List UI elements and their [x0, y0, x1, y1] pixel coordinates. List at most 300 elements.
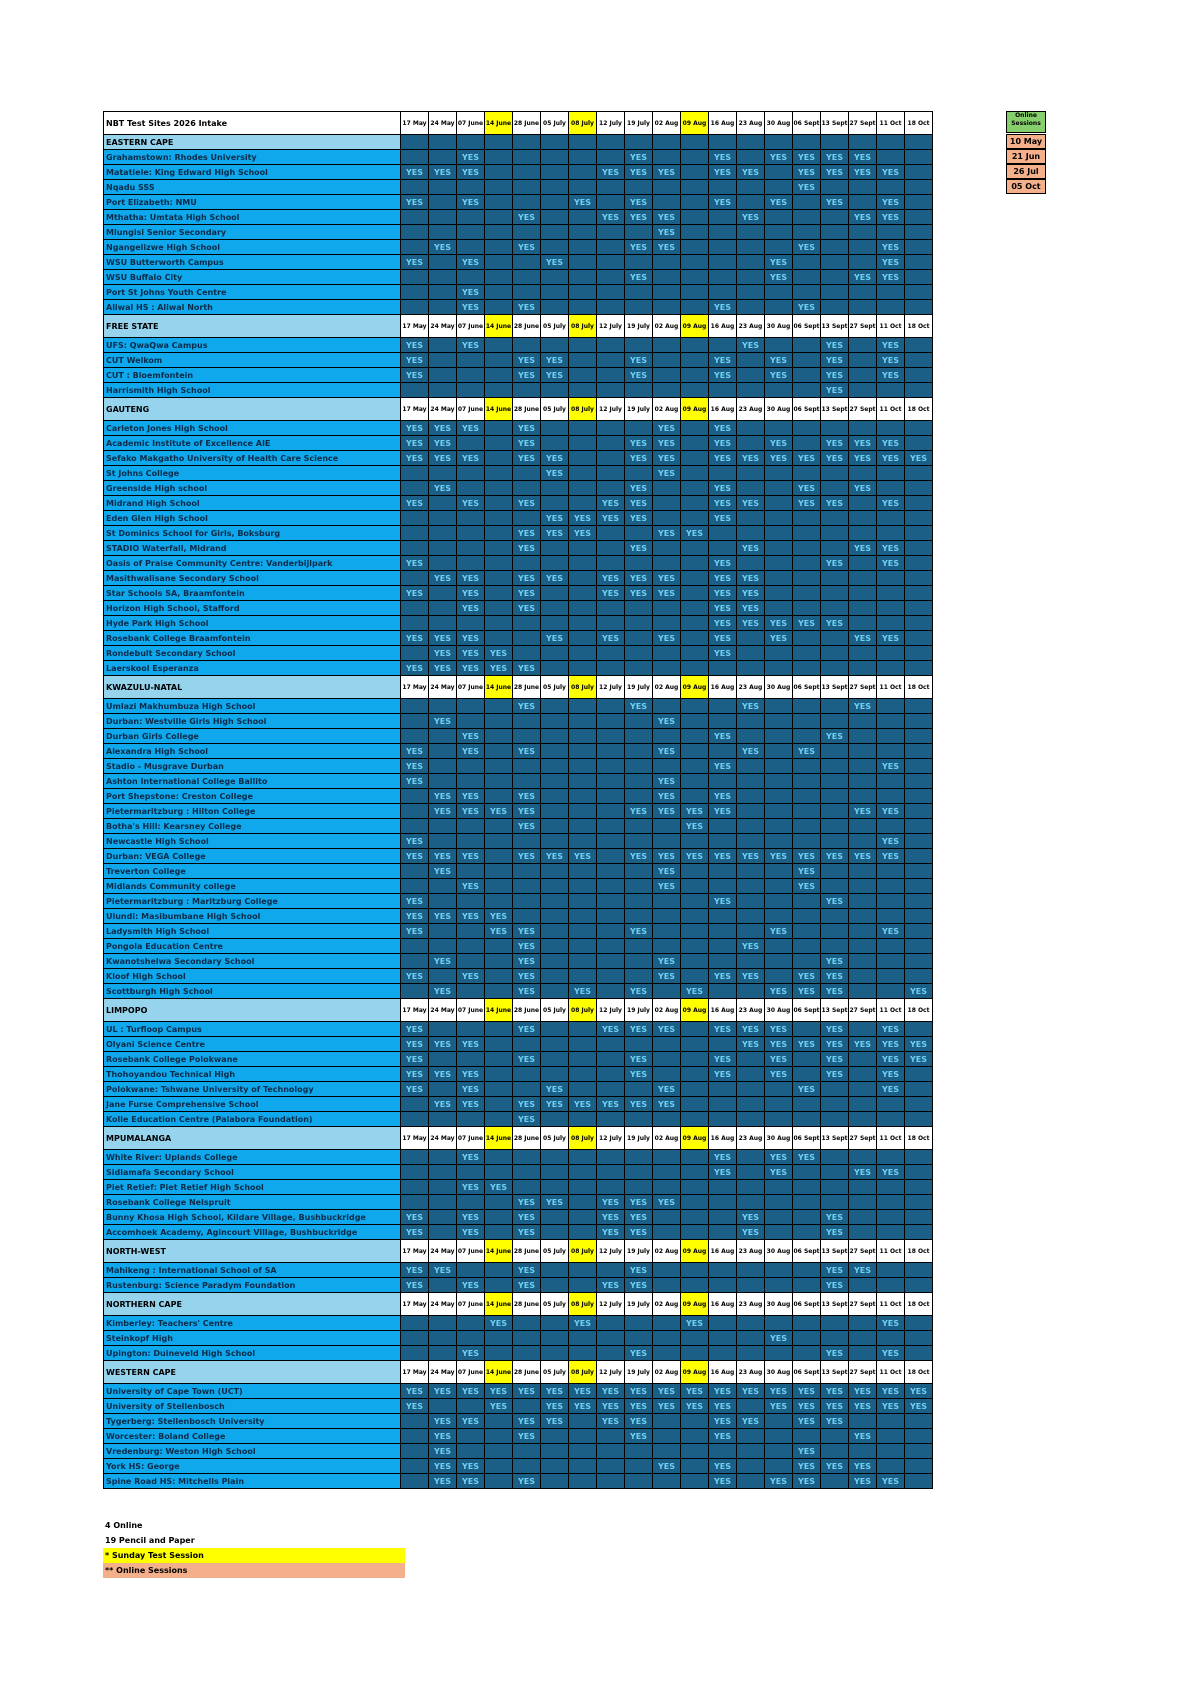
session-cell — [877, 699, 905, 714]
session-cell — [429, 1278, 457, 1293]
session-cell: YES — [569, 526, 597, 541]
site-row — [104, 353, 933, 368]
session-cell — [793, 1022, 821, 1037]
session-cell — [485, 714, 513, 729]
session-cell: YES — [849, 481, 877, 496]
session-cell: YES — [597, 496, 625, 511]
date-header: 06 Sept — [793, 315, 821, 338]
session-cell: YES — [765, 1384, 793, 1399]
session-cell: YES — [877, 1399, 905, 1414]
session-cell: YES — [681, 1384, 709, 1399]
session-cell — [905, 421, 933, 436]
session-cell — [905, 1331, 933, 1346]
session-cell — [429, 1165, 457, 1180]
session-cell — [485, 601, 513, 616]
session-cell: YES — [653, 225, 681, 240]
session-cell: YES — [653, 586, 681, 601]
session-cell — [485, 1474, 513, 1489]
session-cell — [737, 631, 765, 646]
session-cell — [597, 300, 625, 315]
region-name: KWAZULU-NATAL — [104, 676, 401, 699]
session-cell: YES — [429, 481, 457, 496]
session-cell — [597, 180, 625, 195]
session-cell — [541, 1474, 569, 1489]
session-cell: YES — [429, 864, 457, 879]
session-cell — [597, 924, 625, 939]
session-cell — [681, 383, 709, 398]
session-cell: YES — [709, 849, 737, 864]
session-cell: YES — [653, 526, 681, 541]
session-cell — [821, 631, 849, 646]
site-name: Mthatha: Umtata High School — [104, 210, 401, 225]
session-cell — [485, 556, 513, 571]
session-cell — [849, 1414, 877, 1429]
session-cell — [597, 338, 625, 353]
session-cell — [485, 744, 513, 759]
session-cell — [737, 804, 765, 819]
session-cell — [513, 1459, 541, 1474]
session-cell — [681, 225, 709, 240]
session-cell — [569, 150, 597, 165]
session-cell — [429, 511, 457, 526]
session-cell — [401, 270, 429, 285]
session-cell — [457, 1331, 485, 1346]
session-cell: YES — [737, 451, 765, 466]
session-cell: YES — [793, 1444, 821, 1459]
session-cell — [597, 1263, 625, 1278]
date-header: 09 Aug — [681, 1127, 709, 1150]
session-cell: YES — [569, 1097, 597, 1112]
session-cell — [849, 571, 877, 586]
site-name: Rondebult Secondary School — [104, 646, 401, 661]
session-cell — [457, 180, 485, 195]
session-cell — [653, 819, 681, 834]
session-cell: YES — [709, 646, 737, 661]
session-cell — [569, 481, 597, 496]
session-cell — [765, 894, 793, 909]
session-cell: YES — [625, 1346, 653, 1361]
session-cell — [513, 1037, 541, 1052]
session-cell: YES — [457, 1097, 485, 1112]
session-cell — [905, 601, 933, 616]
session-cell — [597, 1459, 625, 1474]
session-cell — [653, 601, 681, 616]
session-cell — [569, 1195, 597, 1210]
session-cell — [793, 541, 821, 556]
session-cell: YES — [401, 774, 429, 789]
session-cell: YES — [653, 1459, 681, 1474]
site-name: Horizon High School, Stafford — [104, 601, 401, 616]
session-cell — [485, 616, 513, 631]
session-cell — [513, 556, 541, 571]
session-cell — [541, 300, 569, 315]
session-cell — [821, 586, 849, 601]
session-cell: YES — [653, 714, 681, 729]
session-cell — [849, 1022, 877, 1037]
session-cell — [793, 1429, 821, 1444]
session-cell — [429, 729, 457, 744]
session-cell: YES — [765, 1165, 793, 1180]
session-cell — [737, 135, 765, 150]
session-cell: YES — [653, 1399, 681, 1414]
date-header: 19 July — [625, 1361, 653, 1384]
session-cell — [737, 150, 765, 165]
session-cell — [569, 894, 597, 909]
session-cell — [765, 383, 793, 398]
session-cell: YES — [681, 819, 709, 834]
session-cell — [709, 939, 737, 954]
session-cell: YES — [737, 939, 765, 954]
session-cell — [681, 135, 709, 150]
session-cell: YES — [597, 1225, 625, 1240]
date-header: 18 Oct — [905, 676, 933, 699]
session-cell: YES — [401, 195, 429, 210]
date-header: 18 Oct — [905, 112, 933, 135]
session-cell — [625, 1112, 653, 1127]
session-cell: YES — [905, 1384, 933, 1399]
session-cell — [709, 984, 737, 999]
region-header-row — [104, 999, 933, 1022]
region-name: EASTERN CAPE — [104, 135, 401, 150]
session-cell — [849, 255, 877, 270]
site-row — [104, 165, 933, 180]
session-cell — [737, 1195, 765, 1210]
session-cell — [681, 338, 709, 353]
session-cell — [765, 496, 793, 511]
session-cell — [793, 646, 821, 661]
session-cell — [513, 165, 541, 180]
session-cell: YES — [569, 984, 597, 999]
session-cell — [765, 646, 793, 661]
session-cell: YES — [905, 1037, 933, 1052]
session-cell: YES — [877, 1082, 905, 1097]
site-name: Durban: Westville Girls High School — [104, 714, 401, 729]
session-cell — [821, 511, 849, 526]
session-cell — [737, 1278, 765, 1293]
site-row — [104, 1444, 933, 1459]
session-cell — [849, 285, 877, 300]
session-cell — [849, 1444, 877, 1459]
session-cell — [597, 1150, 625, 1165]
session-cell — [709, 1195, 737, 1210]
session-cell — [569, 1331, 597, 1346]
session-cell: YES — [597, 1384, 625, 1399]
session-cell — [681, 285, 709, 300]
session-cell — [401, 1180, 429, 1195]
session-cell — [821, 240, 849, 255]
session-cell — [653, 541, 681, 556]
session-cell — [681, 1414, 709, 1429]
session-cell — [401, 601, 429, 616]
session-cell — [709, 661, 737, 676]
session-cell — [737, 180, 765, 195]
session-cell — [681, 270, 709, 285]
session-cell: YES — [709, 368, 737, 383]
session-cell: YES — [513, 1474, 541, 1489]
site-row — [104, 368, 933, 383]
session-cell: YES — [653, 631, 681, 646]
session-cell: YES — [457, 1474, 485, 1489]
session-cell: YES — [821, 368, 849, 383]
session-cell: YES — [513, 1384, 541, 1399]
session-cell — [765, 969, 793, 984]
session-cell — [625, 180, 653, 195]
date-header: 24 May — [429, 676, 457, 699]
session-cell — [905, 481, 933, 496]
site-row — [104, 526, 933, 541]
session-cell — [821, 180, 849, 195]
date-header: 13 Sept — [821, 315, 849, 338]
session-cell — [821, 1429, 849, 1444]
session-cell — [597, 556, 625, 571]
session-cell — [541, 819, 569, 834]
site-name: Jane Furse Comprehensive School — [104, 1097, 401, 1112]
site-name: Piet Retief: Piet Retief High School — [104, 1180, 401, 1195]
date-header: 30 Aug — [765, 315, 793, 338]
site-name: University of Cape Town (UCT) — [104, 1384, 401, 1399]
session-cell: YES — [401, 661, 429, 676]
date-header: 02 Aug — [653, 112, 681, 135]
session-cell — [821, 466, 849, 481]
session-cell — [485, 1414, 513, 1429]
session-cell: YES — [457, 451, 485, 466]
session-cell — [765, 586, 793, 601]
session-cell — [457, 924, 485, 939]
session-cell: YES — [737, 699, 765, 714]
session-cell: YES — [401, 759, 429, 774]
session-cell — [709, 541, 737, 556]
session-cell — [905, 1112, 933, 1127]
session-cell — [401, 789, 429, 804]
session-cell — [793, 270, 821, 285]
session-cell: YES — [429, 451, 457, 466]
session-cell — [821, 481, 849, 496]
date-header: 02 Aug — [653, 1127, 681, 1150]
date-header: 24 May — [429, 398, 457, 421]
date-header: 17 May — [401, 1293, 429, 1316]
session-cell: YES — [737, 541, 765, 556]
session-cell — [849, 744, 877, 759]
site-row — [104, 421, 933, 436]
session-cell: YES — [877, 1316, 905, 1331]
session-cell — [709, 270, 737, 285]
session-cell — [541, 165, 569, 180]
session-cell — [597, 436, 625, 451]
site-name: Midrand High School — [104, 496, 401, 511]
session-cell — [905, 383, 933, 398]
session-cell — [401, 864, 429, 879]
session-cell: YES — [625, 1414, 653, 1429]
session-cell: YES — [849, 1459, 877, 1474]
session-cell — [681, 631, 709, 646]
session-cell — [905, 1180, 933, 1195]
session-cell — [849, 1210, 877, 1225]
session-cell: YES — [877, 1474, 905, 1489]
session-cell — [513, 879, 541, 894]
session-cell — [429, 759, 457, 774]
session-cell — [541, 1278, 569, 1293]
session-cell: YES — [429, 646, 457, 661]
session-cell — [569, 954, 597, 969]
session-cell — [653, 368, 681, 383]
session-cell — [401, 984, 429, 999]
date-header: 28 June — [513, 1127, 541, 1150]
session-cell: YES — [877, 353, 905, 368]
session-cell — [765, 225, 793, 240]
site-name: Durban: VEGA College — [104, 849, 401, 864]
session-cell — [401, 879, 429, 894]
date-header: 17 May — [401, 999, 429, 1022]
session-cell — [597, 774, 625, 789]
session-cell — [681, 195, 709, 210]
region-header-row — [104, 1127, 933, 1150]
session-cell: YES — [653, 1384, 681, 1399]
site-name: Rustenburg: Science Paradym Foundation — [104, 1278, 401, 1293]
session-cell: YES — [653, 864, 681, 879]
legend-pencil-paper: 19 Pencil and Paper — [105, 1536, 195, 1545]
session-cell — [765, 789, 793, 804]
session-cell: YES — [429, 165, 457, 180]
date-header: 05 July — [541, 1361, 569, 1384]
session-cell — [401, 225, 429, 240]
session-cell — [849, 661, 877, 676]
session-cell — [485, 541, 513, 556]
legend-online-sessions: ** Online Sessions — [103, 1563, 405, 1578]
session-cell — [737, 1263, 765, 1278]
session-cell — [905, 285, 933, 300]
session-cell: YES — [457, 195, 485, 210]
session-cell — [905, 466, 933, 481]
session-cell — [681, 586, 709, 601]
date-header: 08 July — [569, 398, 597, 421]
session-cell: YES — [709, 1429, 737, 1444]
session-cell: YES — [513, 368, 541, 383]
session-cell — [681, 1263, 709, 1278]
session-cell — [709, 1444, 737, 1459]
session-cell — [653, 150, 681, 165]
date-header: 23 Aug — [737, 1240, 765, 1263]
session-cell — [709, 526, 737, 541]
session-cell — [737, 1429, 765, 1444]
session-cell: YES — [877, 1346, 905, 1361]
site-name: Star Schools SA, Braamfontein — [104, 586, 401, 601]
session-cell — [513, 135, 541, 150]
session-cell — [569, 1052, 597, 1067]
region-name: MPUMALANGA — [104, 1127, 401, 1150]
session-cell — [541, 421, 569, 436]
session-cell: YES — [793, 180, 821, 195]
session-cell — [597, 451, 625, 466]
session-cell: YES — [877, 496, 905, 511]
session-cell: YES — [569, 511, 597, 526]
session-cell: YES — [849, 849, 877, 864]
site-row — [104, 864, 933, 879]
session-cell — [569, 1474, 597, 1489]
session-cell — [737, 909, 765, 924]
date-header: 08 July — [569, 676, 597, 699]
session-cell: YES — [709, 1459, 737, 1474]
session-cell — [821, 699, 849, 714]
session-cell — [793, 631, 821, 646]
session-cell — [485, 1082, 513, 1097]
session-cell — [849, 601, 877, 616]
session-cell — [681, 1459, 709, 1474]
session-cell — [653, 383, 681, 398]
site-name: Port Shepstone: Creston College — [104, 789, 401, 804]
session-cell — [709, 1278, 737, 1293]
session-cell — [681, 240, 709, 255]
session-cell: YES — [877, 270, 905, 285]
site-row — [104, 849, 933, 864]
session-cell — [429, 225, 457, 240]
session-cell: YES — [597, 1195, 625, 1210]
session-cell — [765, 1346, 793, 1361]
session-cell — [849, 135, 877, 150]
session-cell — [653, 195, 681, 210]
site-row — [104, 481, 933, 496]
session-cell — [793, 924, 821, 939]
date-header: 28 June — [513, 112, 541, 135]
session-cell — [597, 1429, 625, 1444]
session-cell: YES — [485, 1384, 513, 1399]
session-cell — [597, 541, 625, 556]
session-cell — [709, 744, 737, 759]
session-cell: YES — [625, 1263, 653, 1278]
session-cell — [625, 631, 653, 646]
session-cell — [597, 150, 625, 165]
session-cell: YES — [625, 165, 653, 180]
session-cell: YES — [765, 924, 793, 939]
session-cell — [569, 1180, 597, 1195]
session-cell: YES — [541, 1195, 569, 1210]
site-row — [104, 1316, 933, 1331]
session-cell: YES — [877, 1067, 905, 1082]
session-cell — [793, 804, 821, 819]
session-cell — [569, 864, 597, 879]
date-header: 24 May — [429, 1127, 457, 1150]
session-cell — [681, 834, 709, 849]
site-row — [104, 150, 933, 165]
date-header: 19 July — [625, 999, 653, 1022]
session-cell — [569, 774, 597, 789]
session-cell — [485, 466, 513, 481]
site-name: WSU Buffalo City — [104, 270, 401, 285]
session-cell — [569, 135, 597, 150]
session-cell — [457, 1052, 485, 1067]
session-cell: YES — [485, 924, 513, 939]
session-cell: YES — [877, 338, 905, 353]
session-cell: YES — [709, 1384, 737, 1399]
site-row — [104, 210, 933, 225]
session-cell — [709, 338, 737, 353]
date-header: 17 May — [401, 1361, 429, 1384]
session-cell — [625, 135, 653, 150]
session-cell: YES — [681, 1399, 709, 1414]
session-cell: YES — [625, 511, 653, 526]
session-cell: YES — [457, 1414, 485, 1429]
session-cell: YES — [765, 1052, 793, 1067]
session-cell: YES — [625, 150, 653, 165]
session-cell — [485, 1331, 513, 1346]
session-cell — [541, 759, 569, 774]
site-row — [104, 714, 933, 729]
date-header: 06 Sept — [793, 1293, 821, 1316]
session-cell — [513, 255, 541, 270]
session-cell: YES — [653, 954, 681, 969]
date-header: 24 May — [429, 999, 457, 1022]
session-cell: YES — [457, 338, 485, 353]
session-cell — [737, 1067, 765, 1082]
